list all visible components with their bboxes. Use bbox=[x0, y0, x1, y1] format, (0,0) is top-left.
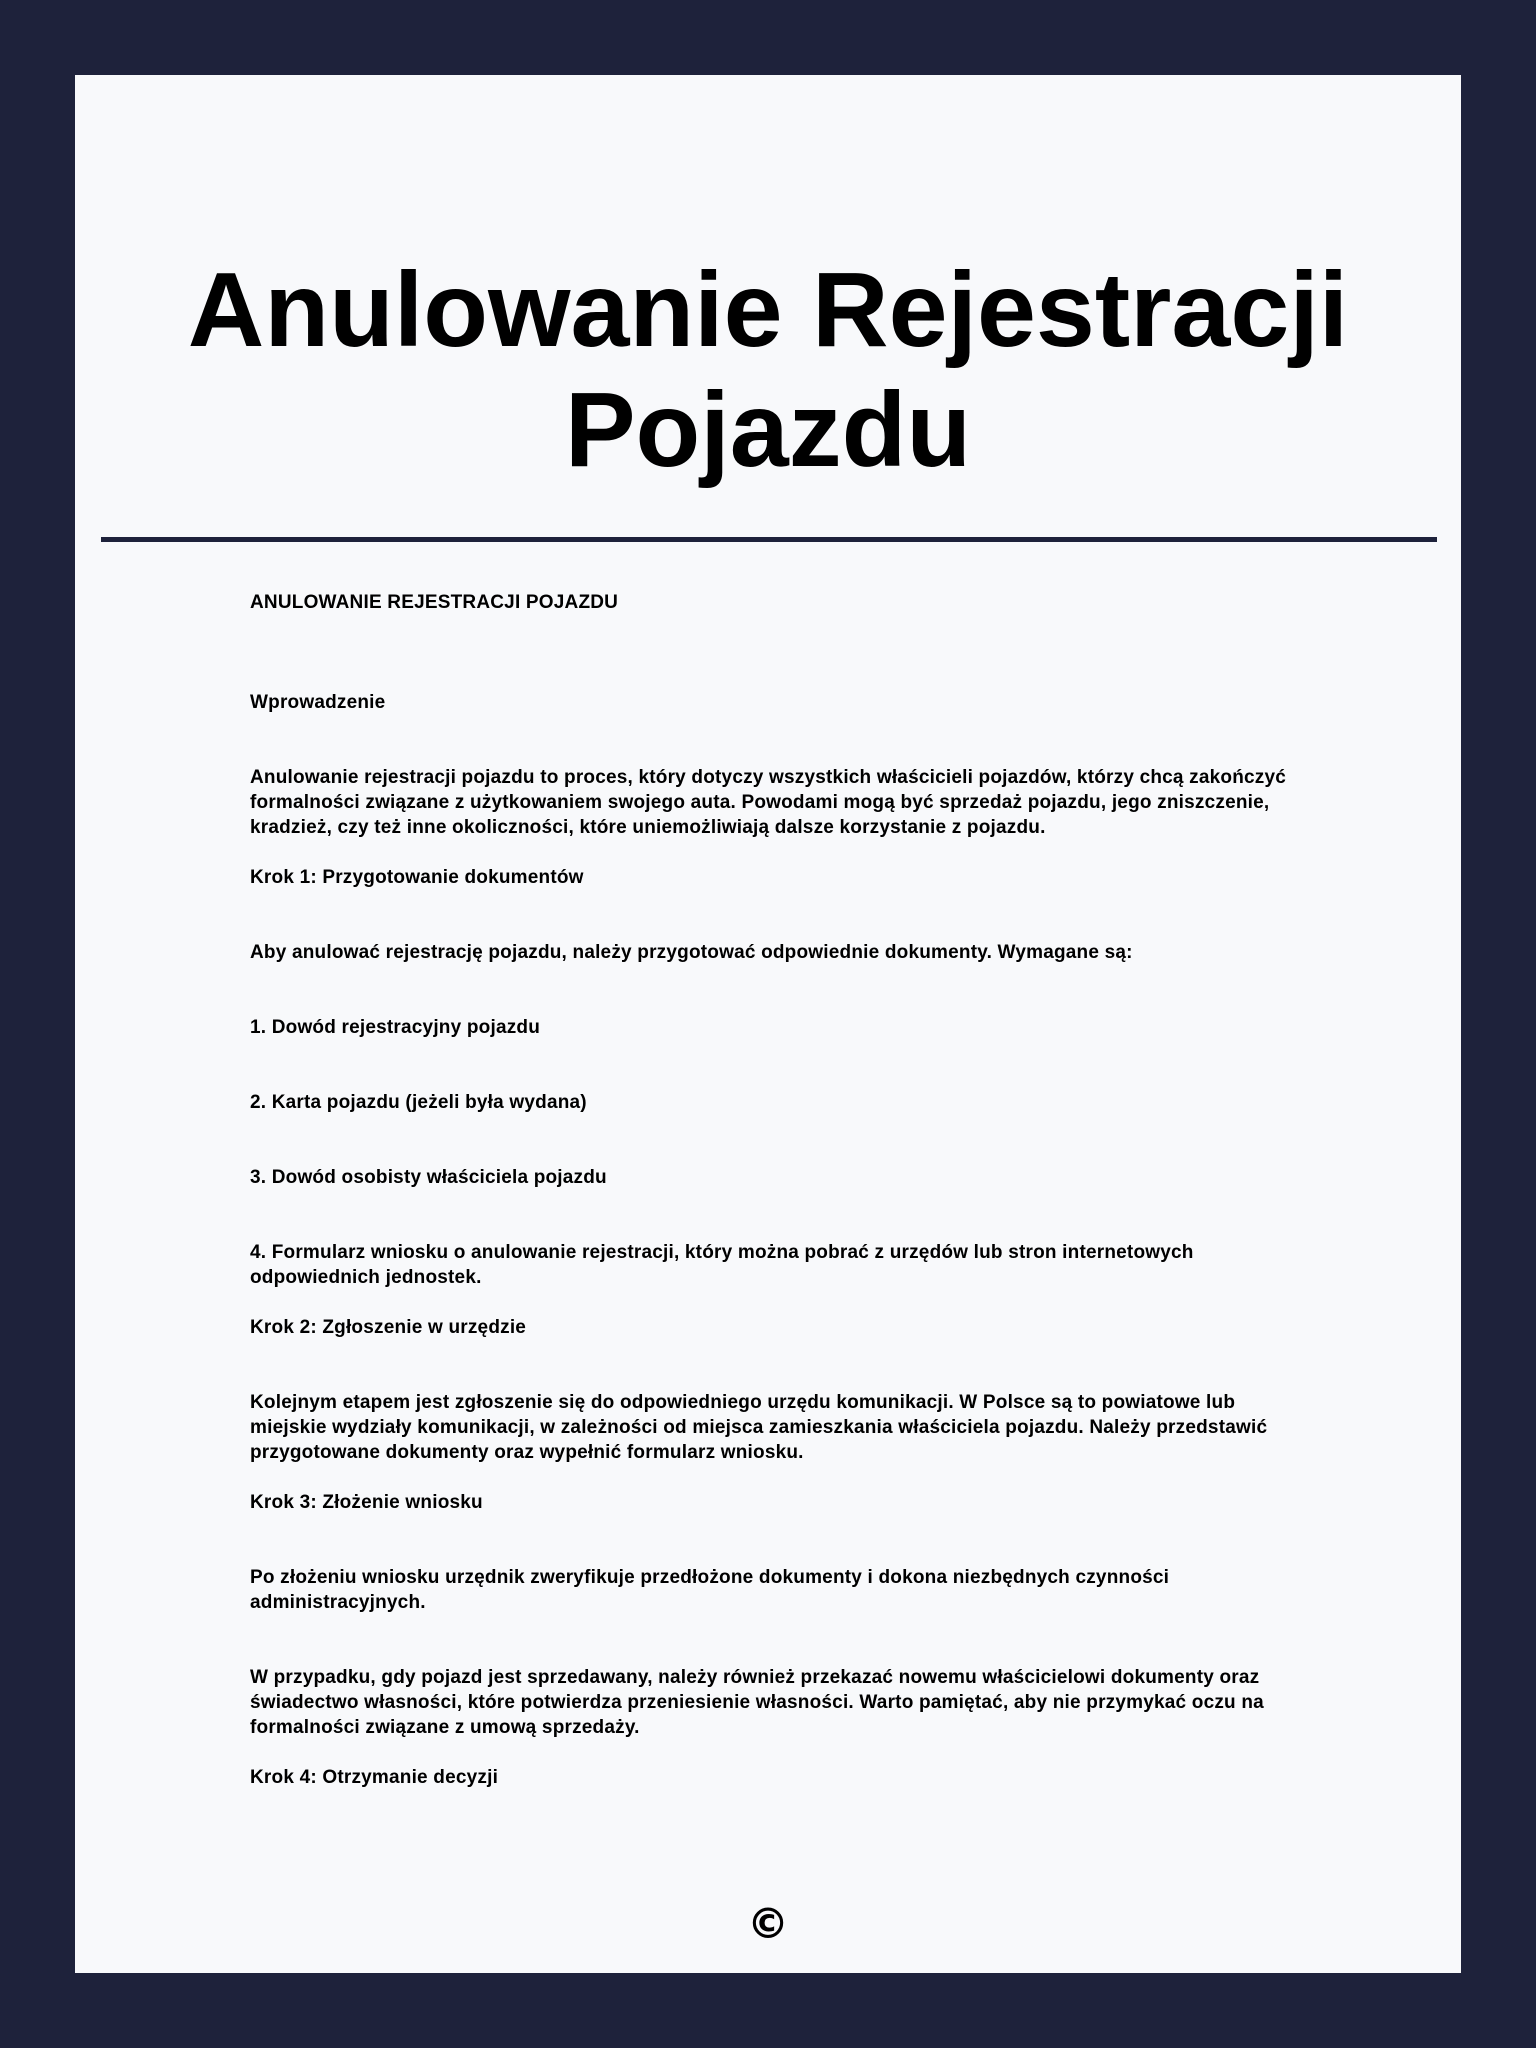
list-item: 2. Karta pojazdu (jeżeli była wydana) bbox=[250, 1092, 587, 1113]
article-heading: ANULOWANIE REJESTRACJI POJAZDU bbox=[250, 592, 619, 613]
list-item: 4. Formularz wniosku o anulowanie rejestracji, który można pobrać z urzędów lub stron internetowych odpowiednich jednostek. bbox=[250, 1242, 1194, 1288]
step4-heading: Krok 4: Otrzymanie decyzji bbox=[250, 1767, 499, 1788]
step1-paragraph: Aby anulować rejestrację pojazdu, należy przygotować odpowiednie dokumenty. Wymagane są: bbox=[250, 942, 1133, 963]
list-item: 3. Dowód osobisty właściciela pojazdu bbox=[250, 1167, 607, 1188]
intro-paragraph: Anulowanie rejestracji pojazdu to proces, który dotyczy wszystkich właścicieli pojazdów, którzy chcą zakończyć formalności związane z użytkowaniem swojego auta. Powodami mogą być sprzedaż pojazdu, jego zniszczenie, kradzież, czy też inne okoliczności, które uniemożliwiają dalsze korzystanie z pojazdu. bbox=[250, 767, 1287, 838]
document-page bbox=[75, 75, 1461, 1973]
title-divider bbox=[101, 537, 1437, 542]
step2-paragraph: Kolejnym etapem jest zgłoszenie się do odpowiedniego urzędu komunikacji. W Polsce są to powiatowe lub miejskie wydziały komunikacji, w zależności od miejsca zamieszkania właściciela pojazdu. Należy przedstawić przygotowane dokumenty oraz wypełnić formularz wniosku. bbox=[250, 1392, 1268, 1463]
step3-heading: Krok 3: Złożenie wniosku bbox=[250, 1492, 483, 1513]
step1-heading: Krok 1: Przygotowanie dokumentów bbox=[250, 867, 584, 888]
copyright-symbol: © bbox=[747, 1899, 789, 1948]
list-item: 1. Dowód rejestracyjny pojazdu bbox=[250, 1017, 541, 1038]
intro-heading: Wprowadzenie bbox=[250, 692, 386, 713]
step3-paragraph: Po złożeniu wniosku urzędnik zweryfikuje przedłożone dokumenty i dokona niezbędnych czynności administracyjnych. bbox=[250, 1567, 1170, 1613]
article-body bbox=[250, 590, 1310, 1840]
step2-heading: Krok 2: Zgłoszenie w urzędzie bbox=[250, 1317, 527, 1338]
step3-paragraph-2: W przypadku, gdy pojazd jest sprzedawany, należy również przekazać nowemu właścicielowi dokumenty oraz świadectwo własności, które potwierdza przeniesienie własności. Warto pamiętać, aby nie przymykać oczu na formalności związane z umową sprzedaży. bbox=[250, 1667, 1264, 1738]
page-title: Anulowanie Rejestracji Pojazdu bbox=[187, 251, 1349, 489]
